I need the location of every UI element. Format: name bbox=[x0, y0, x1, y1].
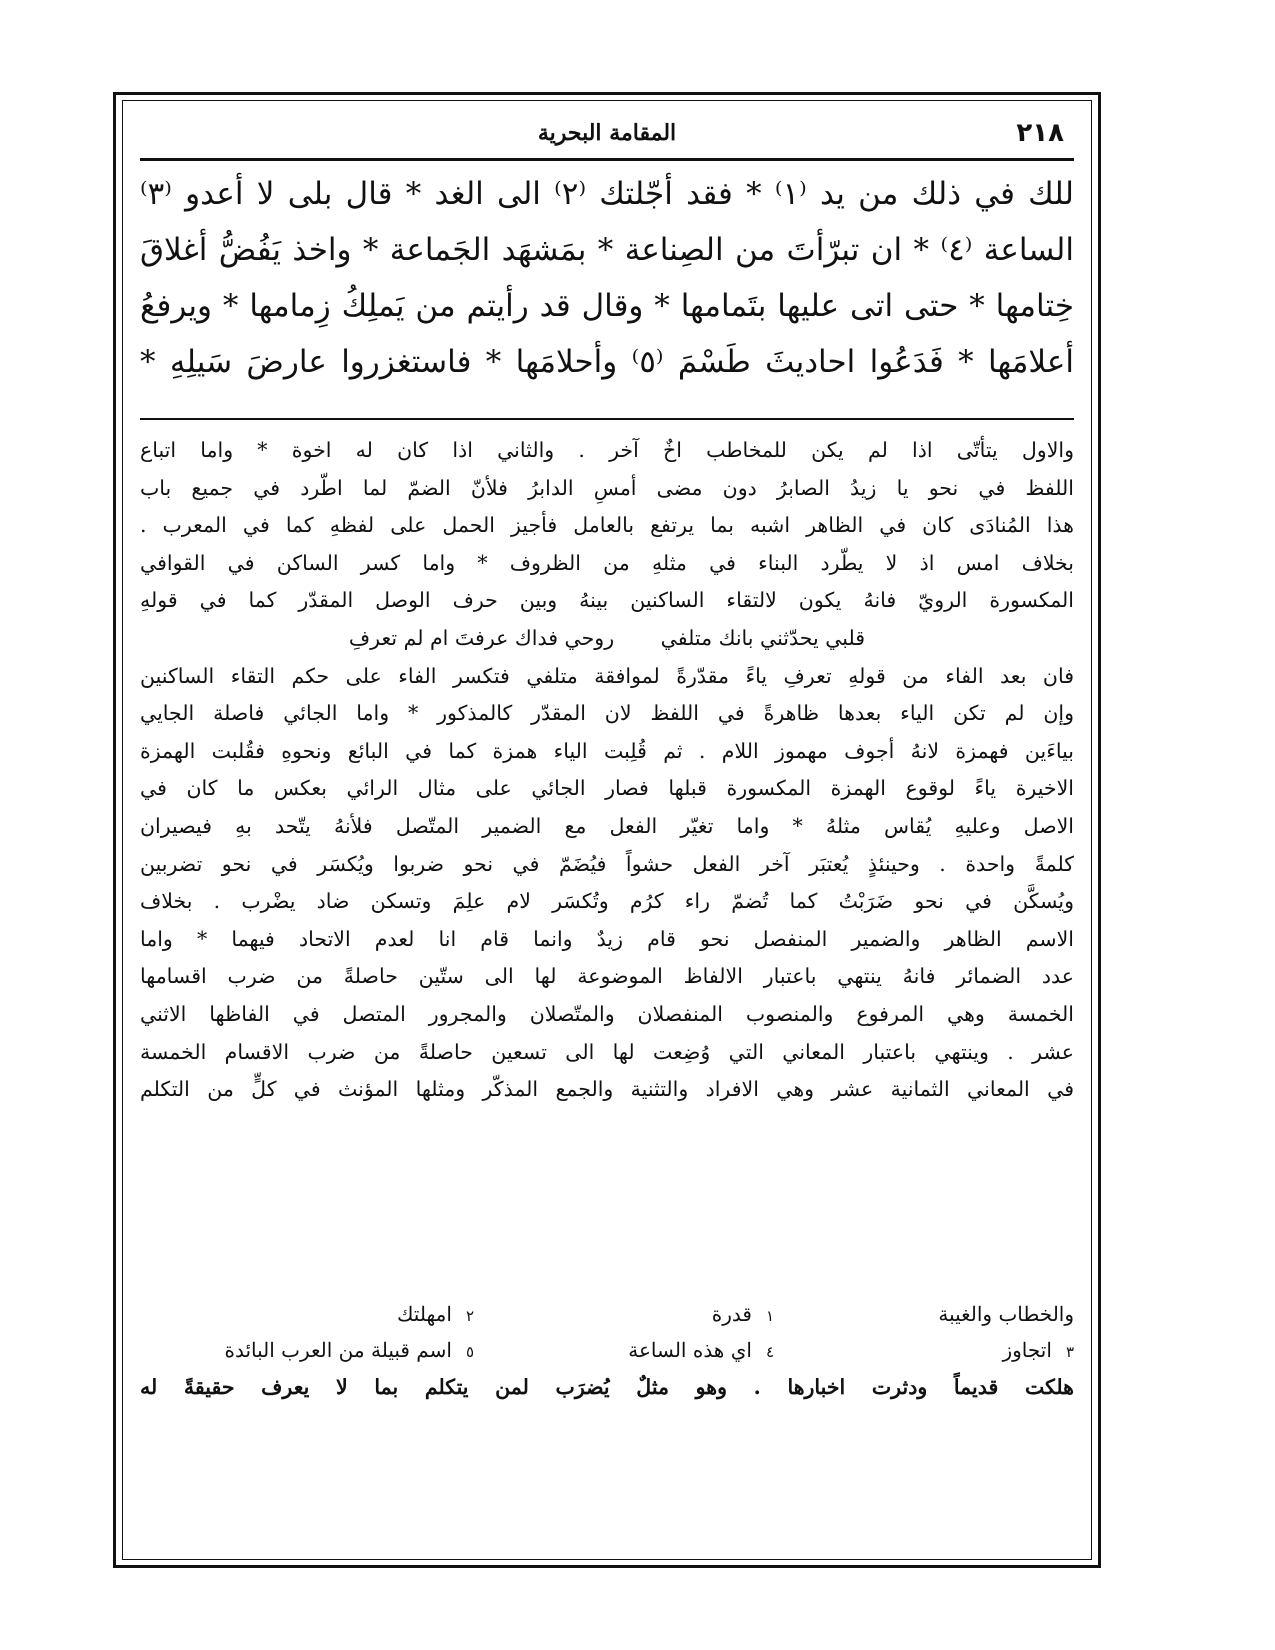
poem-hemistich-left: روحي فداك عرفتَ ام لم تعرفِ bbox=[348, 625, 615, 650]
commentary-line: الخمسة وهي المرفوع والمنصوب المنفصلان والمتّصلان والمجرور المتصل في الفاظها الاثني bbox=[140, 1001, 1074, 1026]
running-title: المقامة البحرية bbox=[537, 120, 677, 146]
commentary-line: المكسورة الرويّ فانهُ يكون لالتقاء الساكنين بينهُ وبين حرف الوصل المقدّر كما في قولهِ bbox=[140, 588, 1074, 613]
commentary-line: الاصل وعليهِ يُقاس مثلهُ * واما تغيّر الفعل مع الضمير المتّصل فلأنهُ يتّحد بهِ فيصيران bbox=[140, 813, 1074, 838]
footnotes bbox=[140, 1296, 1074, 1406]
text-line: الساعة ⁽٤⁾ * ان تبرّأتَ من الصِناعة * بمَشهَد الجَماعة * واخذ يَفُضُّ أغلاقَ bbox=[140, 232, 1074, 268]
commentary-line: ويُسكَّن في نحو ضَرَبْتُ كما تُضمّ راء كرُم وتُكسَر لام علِمَ وتسكن ضاد يضْرب . بخلاف bbox=[140, 889, 1074, 914]
footnote-text: اي هذه الساعة bbox=[628, 1338, 752, 1362]
poem-verse bbox=[140, 620, 1074, 658]
maqama-text bbox=[140, 166, 1074, 390]
commentary-line: الاخيرة ياءً لوقوع الهمزة المكسورة قبلها فصار الجائي على مثال الرائي بعكس ما كان في bbox=[140, 776, 1074, 801]
footnote-row bbox=[140, 1296, 1074, 1332]
text-line: أعلامَها * فَدَعُوا احاديثَ طَسْمَ ⁽٥⁾ وأحلامَها * فاستغزروا عارضَ سَيلِهِ * bbox=[140, 344, 1074, 380]
commentary-divider bbox=[140, 418, 1074, 420]
commentary-line: بخلاف امس اذ لا يطّرد البناء في مثلهِ من الظروف * واما كسر الساكن في القوافي bbox=[140, 550, 1074, 575]
commentary-line: بياءَين فهمزة لانهُ أجوف مهموز اللام . ثم قُلِبت الياء همزة كما في البائع ونحوهِ فقُلبت الهمزة bbox=[140, 738, 1074, 763]
commentary-line: الاسم الظاهر والضمير المنفصل نحو قام زيدٌ وانما قام انا لعدم الاتحاد فيهما * واما bbox=[140, 926, 1074, 951]
footnote-item bbox=[712, 1296, 774, 1334]
commentary-line: كلمةً واحدة . وحينئذٍ يُعتبَر آخر الفعل حشواً فيُضَمّ في نحو ضربوا ويُكسَر في نحو تضربين bbox=[140, 851, 1074, 876]
book-page bbox=[140, 110, 1074, 1550]
commentary-line: والاول يتأتّى اذا لم يكن للمخاطب اخٌ آخر . والثاني اذا كان له اخوة * واما اتباع bbox=[140, 438, 1074, 462]
footnote-number: ٤ bbox=[765, 1343, 774, 1361]
text-line: خِتامها * حتى اتى عليها بتَمامها * وقال قد رأيتم من يَملِكُ زِمامها * ويرفعُ bbox=[140, 288, 1074, 324]
commentary-line: عشر . وينتهي باعتبار المعاني التي وُضِعت لها الى تسعين حاصلةً من ضرب الاقسام الخمسة bbox=[140, 1039, 1074, 1064]
commentary-block bbox=[140, 432, 1074, 1109]
page-header bbox=[140, 118, 1074, 154]
footnote-text: اتجاوز bbox=[1002, 1338, 1052, 1362]
footnote-number: ٢ bbox=[465, 1307, 474, 1325]
footnote-item bbox=[628, 1332, 774, 1370]
commentary-line: في المعاني الثمانية عشر وهي الافراد والتثنية والجمع المذكّر ومثلها المؤنث في كلٍّ من التكلم bbox=[140, 1077, 1074, 1102]
commentary-line: هذا المُنادَى كان في الظاهر اشبه بما يرتفع بالعامل فأجيز الحمل على لفظهِ كما في المعرب . bbox=[140, 513, 1074, 538]
commentary-line: عدد الضمائر فانهُ ينتهي باعتبار الالفاظ الموضوعة لها الى ستّين حاصلةً من ضرب اقسامها bbox=[140, 964, 1074, 989]
footnote-item bbox=[224, 1332, 474, 1370]
footnote-item bbox=[1002, 1332, 1074, 1370]
commentary-line: فان بعد الفاء من قولهِ تعرفِ ياءً مقدّرةً لموافقة متلفي فتكسر الفاء على حكم التقاء الساكنين bbox=[140, 663, 1074, 688]
page-number: ٢١٨ bbox=[1016, 118, 1064, 148]
footnote-number: ٣ bbox=[1065, 1343, 1074, 1361]
footnote-text: امهلتك bbox=[396, 1302, 452, 1326]
header-rule bbox=[140, 158, 1074, 161]
footnote-row bbox=[140, 1332, 1074, 1368]
poem-hemistich-right: قلبي يحدّثني بانك متلفي bbox=[660, 625, 866, 650]
footnote-text: اسم قبيلة من العرب البائدة bbox=[224, 1338, 452, 1362]
footnote-continuation: هلكت قديماً ودثرت اخبارها . وهو مثلٌ يُضرَب لمن يتكلم بما لا يعرف حقيقةً له bbox=[140, 1375, 1074, 1399]
footnote-number: ١ bbox=[765, 1307, 774, 1325]
commentary-line: اللفظ في نحو يا زيدُ الصابرُ دون مضى أمسِ الدابرُ فلأنّ الضمّ لما اطّرد في جميع باب bbox=[140, 475, 1074, 500]
footnote-continuation-start: والخطاب والغيبة bbox=[938, 1302, 1074, 1326]
footnote-text: قدرة bbox=[711, 1302, 752, 1326]
text-line: للك في ذلك من يد ⁽١⁾ * فقد أجّلتك ⁽٢⁾ الى الغد * قال بلى لا أعدو ⁽٣⁾ bbox=[140, 176, 1074, 212]
footnote-number: ٥ bbox=[465, 1343, 474, 1361]
footnote-item bbox=[397, 1296, 474, 1334]
commentary-line: وإن لم تكن الياء بعدها ظاهرةً في اللفظ لان المقدّر كالمذكور * واما الجائي فاصلة الجايي bbox=[140, 701, 1074, 726]
